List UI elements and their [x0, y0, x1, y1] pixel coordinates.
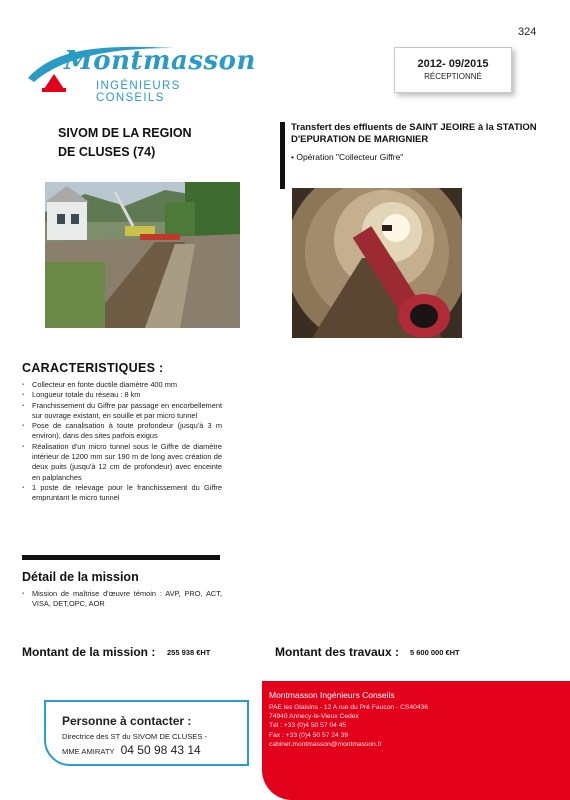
mission-list	[22, 589, 222, 610]
client-line-2: DE CLUSES (74)	[58, 145, 156, 159]
company-info-block	[262, 681, 570, 800]
company-tel: Tél : +33 (0)4 50 57 04 45	[269, 722, 347, 729]
contact-role: Directrice des ST du SIVOM DE CLUSES -	[62, 732, 208, 741]
list-item: ▪ 1 poste de relevage pour le franchissement du Giffre empruntant le micro tunnel	[22, 483, 222, 504]
company-email[interactable]: cabinet.montmasson@montmasson.fr	[269, 741, 382, 748]
site-photo-tunnel	[292, 188, 462, 338]
logo-wordmark: Montmasson	[64, 46, 256, 76]
contact-person	[62, 743, 201, 757]
list-item: ▪ Longueur totale du réseau : 8 km	[22, 390, 222, 400]
client-name	[58, 124, 238, 162]
list-item: ▪ Mission de maîtrise d'œuvre témoin : AVP, PRO, ACT, VISA, DET,OPC, AOR	[22, 589, 222, 610]
works-amount-value: 5 600 000 €HT	[410, 648, 460, 657]
site-photo-trench	[45, 182, 240, 328]
company-address-line-2: 74940 Annecy-le-Vieux Cedex	[269, 713, 359, 720]
contact-name: MME AMIRATY	[62, 747, 115, 756]
client-line-1: SIVOM DE LA REGION	[58, 126, 192, 140]
mission-amount-label: Montant de la mission :	[22, 645, 156, 659]
company-name: Montmasson Ingénieurs Conseils	[269, 690, 395, 700]
characteristics-list	[22, 380, 222, 504]
mission-heading: Détail de la mission	[22, 570, 139, 584]
project-subtitle: • Opération "Collecteur Giffre"	[291, 152, 404, 162]
contact-phone: 04 50 98 43 14	[120, 743, 201, 757]
list-item: ▪ Pose de canalisation à toute profondeur (jusqu'à 3 m environ), dans des sites parfois exigus	[22, 421, 222, 442]
project-accent-bar	[280, 122, 285, 189]
date-range: 2012- 09/2015	[417, 58, 489, 70]
works-amount-label: Montant des travaux :	[275, 645, 400, 659]
status-label: RÉCEPTIONNÉ	[424, 72, 482, 81]
list-item: ▪ Collecteur en fonte ductile diamètre 400 mm	[22, 380, 222, 390]
section-divider	[22, 555, 220, 560]
page-number: 324	[518, 26, 537, 38]
contact-box	[44, 700, 249, 766]
contact-title: Personne à contacter :	[62, 714, 192, 728]
project-title: Transfert des effluents de SAINT JEOIRE à la STATION D'EPURATION DE MARIGNIER	[291, 122, 537, 145]
characteristics-heading: CARACTERISTIQUES :	[22, 361, 164, 375]
logo-subtitle: INGÉNIEURS CONSEILS	[96, 80, 181, 104]
company-address-line-1: PAE les Glaisins - 12 A rue du Pré Faucon - CS40436	[269, 704, 428, 711]
company-fax: Fax : +33 (0)4 50 57 24 39	[269, 732, 349, 739]
company-logo	[24, 44, 256, 104]
list-item: ▪ Franchissement du Giffre par passage en encorbellement sur ouvrage existant, en souille et par micro tunnel	[22, 401, 222, 422]
list-item: ▪ Réalisation d'un micro tunnel sous le Giffre de diamètre intérieur de 1200 mm sur 190 m de long avec création de deux puits (jusqu'à 12 cm de profondeur) avec enceinte en palplanches	[22, 442, 222, 483]
mission-amount-value: 255 938 €HT	[167, 648, 211, 657]
date-box	[394, 47, 512, 93]
